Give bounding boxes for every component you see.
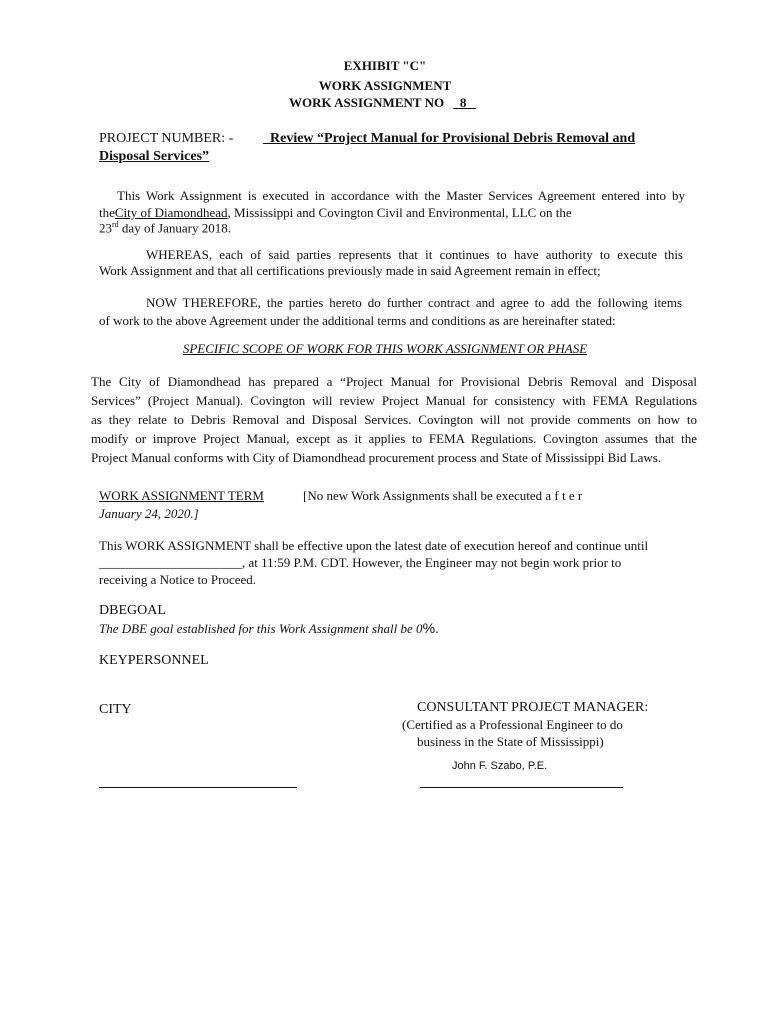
consultant-signature-label: CONSULTANT PROJECT MANAGER: [417,700,649,715]
key-personnel-heading: KEYPERSONNEL [99,653,209,668]
intro-line-3: 23rd day of January 2018. [99,220,231,236]
certification-line-2: business in the State of Mississippi) [417,734,604,749]
scope-line-2: Services” (Project Manual). Covington will review Project Manual for consistency with FEMA Regulations [91,393,697,408]
scope-line-5: Project Manual conforms with City of Diamondhead procurement process and State of Mississippi Bid Laws. [91,450,662,465]
exhibit-heading: EXHIBIT "C" [343,58,427,73]
intro-line-2: theCity of Diamondhead, Mississippi and Covington Civil and Environmental, LLC on the [99,205,572,220]
now-therefore-line-2: of work to the above Agreement under the additional terms and conditions as are hereinafter stated: [99,313,616,328]
work-assignment-number-label: WORK ASSIGNMENT NO [289,95,445,110]
consultant-signature-line [420,787,623,788]
term-date: January 24, 2020.] [99,506,199,521]
scope-line-4: modify or improve Project Manual, except as it applies to FEMA Regulations. Covington assumes that the [91,431,697,446]
term-note: [No new Work Assignments shall be executed a f t e r [303,488,583,503]
work-assignment-number [289,95,476,111]
term-line-3: receiving a Notice to Proceed. [99,572,257,587]
whereas-line-1: WHEREAS, each of said parties represents that it continues to have authority to execute this [146,247,683,262]
project-name-line-1: Review “Project Manual for Provisional Debris Removal and [270,131,636,146]
dbe-text: The DBE goal established for this Work Assignment shall be 0%. [99,620,439,636]
city-signature-label: CITY [99,702,132,717]
scope-heading: SPECIFIC SCOPE OF WORK FOR THIS WORK ASSIGNMENT OR PHASE [182,341,588,356]
consultant-name: John F. Szabo, P.E. [452,760,548,772]
city-signature-line [99,787,297,788]
term-line-2: ______________________, at 11:59 P.M. CDT. However, the Engineer may not begin work prior to [99,555,622,570]
city-name: City of Diamondhead [114,205,228,220]
project-name-line-2: Disposal Services” [99,149,210,164]
term-heading: WORK ASSIGNMENT TERM [99,488,264,503]
certification-line-1: (Certified as a Professional Engineer to do [402,717,623,732]
term-line-1: This WORK ASSIGNMENT shall be effective upon the latest date of execution hereof and continue until [99,538,649,553]
now-therefore-line-1: NOW THEREFORE, the parties hereto do further contract and agree to add the following items [146,295,682,310]
intro-line-1: This Work Assignment is executed in accordance with the Master Services Agreement entered into by [117,188,685,203]
work-assignment-number-value: 8 [459,95,467,110]
project-number-label: PROJECT NUMBER: - [99,131,234,146]
dbe-heading: DBEGOAL [99,603,166,618]
scope-line-1: The City of Diamondhead has prepared a “Project Manual for Provisional Debris Removal and Disposal [91,374,697,389]
page-title: WORK ASSIGNMENT [318,78,452,93]
scope-line-3: as they relate to Debris Removal and Disposal Services. Covington will not provide comments on how to [91,412,697,427]
whereas-line-2: Work Assignment and that all certifications previously made in said Agreement remain in effect; [99,263,601,278]
